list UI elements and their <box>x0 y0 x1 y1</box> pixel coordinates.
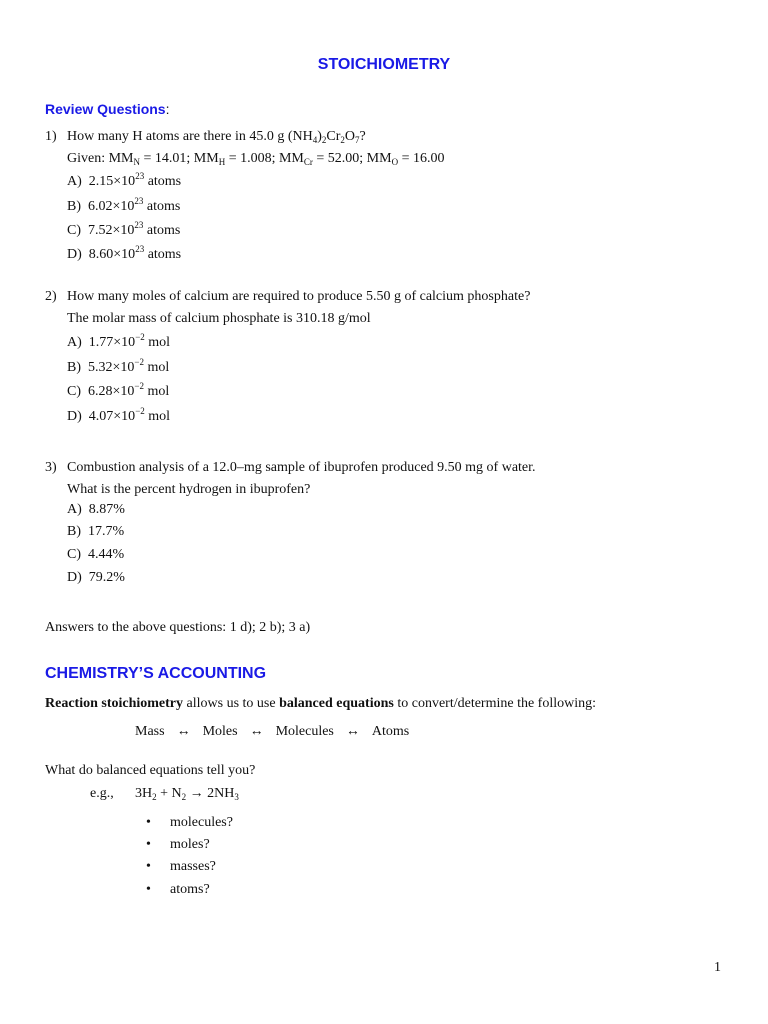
answer-option <box>67 171 182 190</box>
answer-option <box>67 244 182 263</box>
question-text <box>67 129 366 145</box>
double-arrow-icon: ↔ <box>249 724 264 739</box>
option-value: 8.60×10 <box>88 247 136 262</box>
question-text: Combustion analysis of a 12.0–mg sample of ibuprofen produced 9.50 mg of water. <box>67 460 536 475</box>
option-letter: D) <box>67 409 82 424</box>
option-value: 2.15×10 <box>88 174 136 189</box>
subscript: 4 <box>312 135 318 145</box>
superscript: −2 <box>134 357 144 367</box>
answer-option <box>67 406 171 425</box>
option-value: 6.28×10 <box>88 384 135 399</box>
option-value: 8.87% <box>88 502 125 517</box>
review-heading-text: Review Questions <box>45 101 166 117</box>
eq-part: 3H <box>135 786 153 801</box>
list-item <box>146 859 216 875</box>
option-unit: mol <box>144 409 171 424</box>
answer-option <box>67 381 170 400</box>
option-letter: D) <box>67 247 82 262</box>
subscript: N <box>133 157 140 167</box>
option-letter: B) <box>67 199 81 214</box>
page-number: 1 <box>714 960 721 975</box>
option-value: 7.52×10 <box>88 223 135 238</box>
bullet-icon: • <box>146 837 151 852</box>
given-part: = 52.00; MM <box>312 151 392 166</box>
bold-term: balanced equations <box>279 696 394 711</box>
superscript: −2 <box>135 406 145 416</box>
section-heading: CHEMISTRY’S ACCOUNTING <box>45 665 267 682</box>
option-unit: atoms <box>144 247 182 262</box>
option-value: 17.7% <box>88 524 125 539</box>
superscript: 23 <box>135 244 145 254</box>
double-arrow-icon: ↔ <box>345 724 360 739</box>
superscript: −2 <box>135 332 145 342</box>
subscript: 2 <box>181 792 187 802</box>
list-item-text: masses? <box>170 859 216 874</box>
option-value: 5.32×10 <box>88 360 135 375</box>
list-item-text: moles? <box>170 837 210 852</box>
answer-option <box>67 332 171 351</box>
option-unit: mol <box>144 335 171 350</box>
option-letter: C) <box>67 547 81 562</box>
superscript: 23 <box>135 171 145 181</box>
question-text-line2: The molar mass of calcium phosphate is 310.18 g/mol <box>67 311 371 326</box>
list-item <box>146 837 210 853</box>
bullet-icon: • <box>146 815 151 830</box>
balanced-eq-question: What do balanced equations tell you? <box>45 763 256 778</box>
question-number: 3) <box>45 460 57 475</box>
question-text: How many moles of calcium are required to produce 5.50 g of calcium phosphate? <box>67 289 531 304</box>
superscript: −2 <box>134 381 144 391</box>
given-values <box>67 151 444 167</box>
option-letter: A) <box>67 335 82 350</box>
answer-option <box>67 220 181 239</box>
superscript: 23 <box>134 220 144 230</box>
option-unit: mol <box>143 360 170 375</box>
answer-option <box>67 196 181 215</box>
option-value: 4.44% <box>88 547 125 562</box>
option-value: 1.77×10 <box>88 335 136 350</box>
given-part: = 1.008; MM <box>225 151 304 166</box>
page-title: STOICHIOMETRY <box>317 56 451 73</box>
subscript: 2 <box>321 135 327 145</box>
option-letter: A) <box>67 174 82 189</box>
list-item <box>146 882 210 898</box>
review-heading-colon: : <box>165 101 170 117</box>
option-letter: C) <box>67 384 81 399</box>
given-part: = 14.01; MM <box>140 151 219 166</box>
given-part: Given: MM <box>67 151 134 166</box>
chain-item: Molecules <box>275 724 334 739</box>
review-heading <box>45 101 169 117</box>
eq-part: 2NH <box>207 786 235 801</box>
given-part: = 16.00 <box>398 151 445 166</box>
option-letter: B) <box>67 360 81 375</box>
chain-item: Mass <box>135 724 165 739</box>
subscript: 7 <box>355 135 360 145</box>
chain-item: Atoms <box>371 724 410 739</box>
bullet-icon: • <box>146 882 151 897</box>
intro-text: to convert/determine the following: <box>393 696 597 711</box>
bold-term: Reaction stoichiometry <box>45 696 184 711</box>
eg-label: e.g., <box>90 786 114 801</box>
answer-option <box>67 547 124 563</box>
eq-part: N <box>171 786 182 801</box>
answer-option <box>67 502 125 518</box>
option-unit: atoms <box>143 199 181 214</box>
intro-text: allows us to use <box>183 696 280 711</box>
option-letter: B) <box>67 524 81 539</box>
option-value: 6.02×10 <box>88 199 135 214</box>
answer-option <box>67 524 124 540</box>
chain-item: Moles <box>202 724 238 739</box>
q-text-part: O <box>344 129 356 144</box>
option-unit: mol <box>143 384 170 399</box>
answer-option <box>67 570 125 586</box>
q-text-part: How many H atoms are there in 45.0 g (NH <box>67 129 313 144</box>
q-text-part: ? <box>359 129 366 144</box>
list-item-text: atoms? <box>170 882 210 897</box>
question-number: 2) <box>45 289 57 304</box>
option-unit: atoms <box>143 223 181 238</box>
answers-line: Answers to the above questions: 1 d); 2 b); 3 a) <box>45 620 311 635</box>
right-arrow-icon: → <box>189 786 204 801</box>
q-text-part: ) <box>317 129 322 144</box>
option-letter: D) <box>67 570 82 585</box>
subscript: H <box>218 157 226 167</box>
option-letter: A) <box>67 502 82 517</box>
list-item <box>146 815 233 831</box>
subscript: O <box>391 157 399 167</box>
eq-part: + <box>156 786 172 801</box>
subscript: 2 <box>152 792 157 802</box>
answer-option <box>67 357 170 376</box>
example-equation <box>135 786 239 802</box>
double-arrow-icon: ↔ <box>176 724 191 739</box>
question-number: 1) <box>45 129 57 144</box>
subscript: 2 <box>340 135 345 145</box>
question-text-line2: What is the percent hydrogen in ibuprofen? <box>67 482 311 497</box>
bullet-icon: • <box>146 859 151 874</box>
option-unit: atoms <box>144 174 182 189</box>
subscript: Cr <box>303 157 313 167</box>
subscript: 3 <box>234 792 239 802</box>
list-item-text: molecules? <box>170 815 233 830</box>
option-value: 4.07×10 <box>88 409 136 424</box>
superscript: 23 <box>134 196 144 206</box>
option-value: 79.2% <box>88 570 125 585</box>
intro-paragraph <box>45 696 596 712</box>
conversion-chain <box>135 724 409 740</box>
option-letter: C) <box>67 223 81 238</box>
q-text-part: Cr <box>326 129 341 144</box>
